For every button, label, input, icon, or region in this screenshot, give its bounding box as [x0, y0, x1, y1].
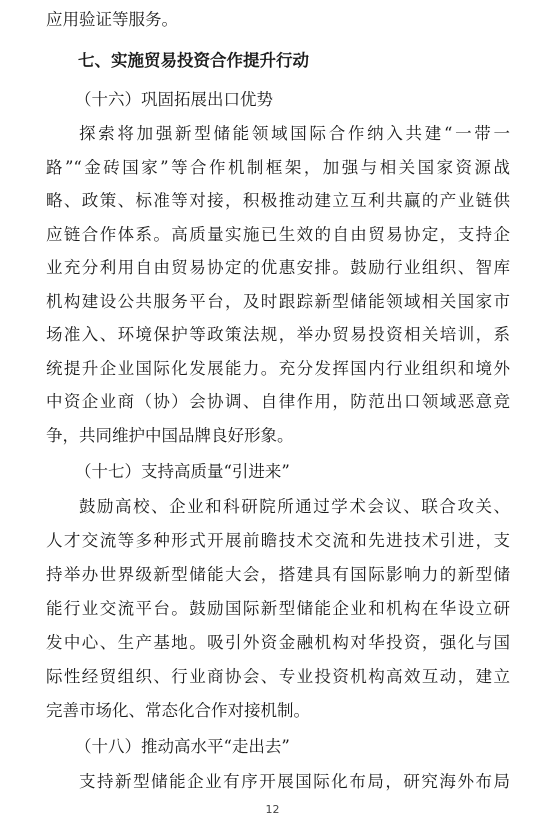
paragraph-line: 应链合作体系。高质量实施已生效的自由贸易协定，支持企	[46, 225, 510, 244]
paragraph-line: 能行业交流平台。鼓励国际新型储能企业和机构在华设立研	[46, 599, 510, 618]
paragraph-line: 发中心、生产基地。吸引外资金融机构对华投资，强化与国	[46, 633, 510, 652]
paragraph-line: 机构建设公共服务平台，及时跟踪新型储能领域相关国家市	[46, 292, 510, 311]
paragraph-line: 场准入、环境保护等政策法规，举办贸易投资相关培训，系	[46, 325, 510, 344]
paragraph-line: 持举办世界级新型储能大会，搭建具有国际影响力的新型储	[46, 565, 510, 584]
paragraph-line: 际性经贸组织、行业商协会、专业投资机构高效互动，建立	[46, 667, 510, 686]
paragraph-line: 路”“金砖国家”等合作机制框架，加强与相关国家资源战	[46, 158, 510, 177]
paragraph-continuation: 应用验证等服务。	[46, 10, 178, 29]
page-number: 12	[265, 803, 280, 816]
paragraph-line: 鼓励高校、企业和科研院所通过学术会议、联合攻关、	[79, 497, 510, 516]
paragraph-line: 探索将加强新型储能领域国际合作纳入共建“一带一	[79, 124, 510, 143]
paragraph-line: 完善市场化、常态化合作对接机制。	[46, 701, 310, 720]
subsection-title-17: （十七）支持高质量“引进来”	[75, 462, 290, 481]
paragraph-line: 统提升企业国际化发展能力。充分发挥国内行业组织和境外	[46, 359, 510, 378]
paragraph-line: 中资企业商（协）会协调、自律作用，防范出口领域恶意竞	[46, 392, 510, 411]
paragraph-line: 业充分利用自由贸易协定的优惠安排。鼓励行业组织、智库	[46, 258, 510, 277]
subsection-title-18: （十八）推动高水平“走出去”	[75, 737, 290, 756]
subsection-title-16: （十六）巩固拓展出口优势	[75, 90, 273, 109]
paragraph-line: 略、政策、标准等对接，积极推动建立互利共赢的产业链供	[46, 191, 510, 210]
paragraph-line: 人才交流等多种形式开展前瞻技术交流和先进技术引进，支	[46, 531, 510, 550]
paragraph-line: 争，共同维护中国品牌良好形象。	[46, 426, 294, 445]
paragraph-line: 支持新型储能企业有序开展国际化布局，研究海外布局	[79, 772, 510, 791]
section-heading: 七、实施贸易投资合作提升行动	[78, 51, 309, 70]
